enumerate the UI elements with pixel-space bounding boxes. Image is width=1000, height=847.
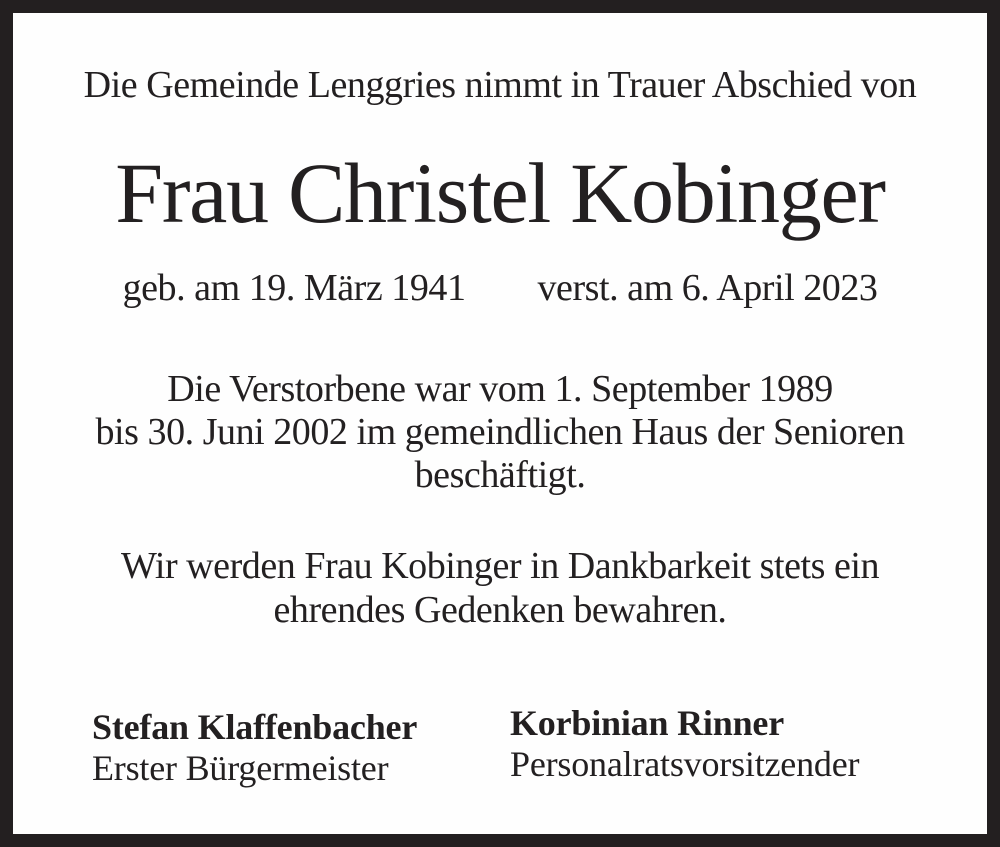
employment-paragraph	[13, 368, 987, 497]
death-date: verst. am 6. April 2023	[537, 267, 878, 309]
signature-mayor	[92, 708, 417, 787]
remembrance-paragraph-line: ehrendes Gedenken bewahren.	[273, 589, 727, 631]
signature-mayor-title: Erster Bürgermeister	[92, 748, 389, 788]
employment-paragraph-line: beschäftigt.	[414, 454, 586, 496]
dates-row	[13, 266, 987, 310]
signature-staff-council	[510, 704, 859, 783]
signature-staff-council-name: Korbinian Rinner	[510, 703, 784, 743]
employment-paragraph-line: bis 30. Juni 2002 im gemeindlichen Haus der Senioren	[95, 411, 905, 453]
birth-date: geb. am 19. März 1941	[122, 267, 466, 309]
remembrance-paragraph-line: Wir werden Frau Kobinger in Dankbarkeit stets ein	[120, 545, 880, 587]
signature-mayor-name: Stefan Klaffenbacher	[92, 707, 418, 747]
intro-line: Die Gemeinde Lenggries nimmt in Trauer Abschied von	[83, 64, 917, 106]
employment-paragraph-line: Die Verstorbene war vom 1. September 1989	[167, 368, 833, 410]
signature-staff-council-title: Personalratsvorsitzender	[510, 744, 860, 784]
remembrance-paragraph	[13, 544, 987, 632]
deceased-name: Frau Christel Kobinger	[115, 145, 885, 241]
